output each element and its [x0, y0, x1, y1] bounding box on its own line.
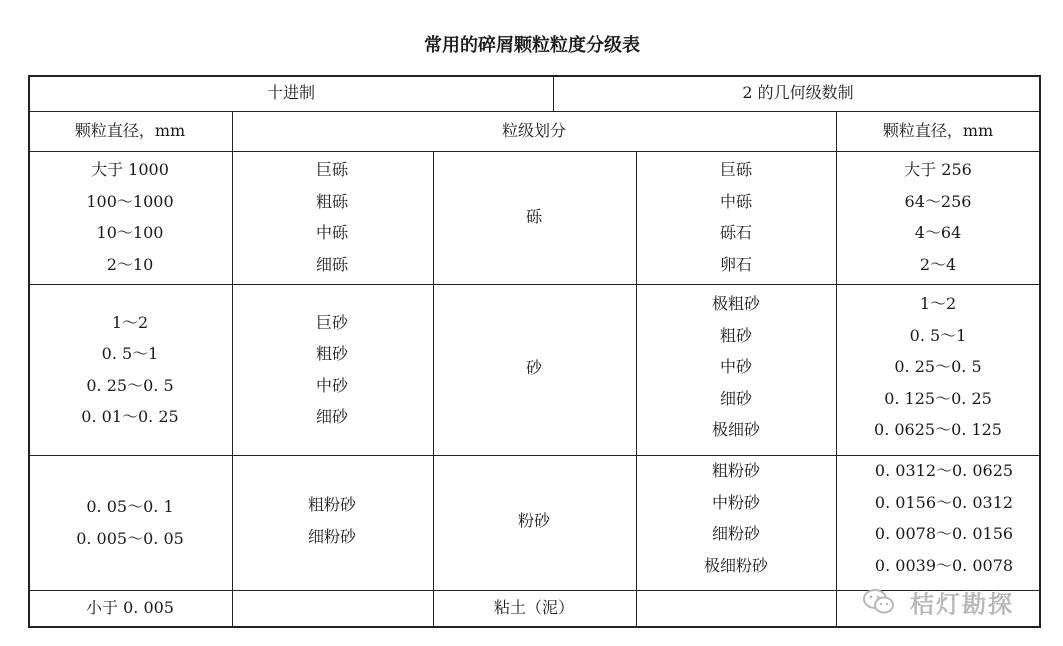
cell-geo-size: 0. 5～1: [909, 326, 967, 345]
cell-decimal-size: 0. 25～0. 5: [86, 376, 174, 395]
rule-group2: [28, 455, 1041, 456]
cell-geo-size: 0. 0312～0. 0625: [874, 461, 1014, 480]
cell-geo-size: 2～4: [919, 255, 957, 274]
cell-decimal-size: 2～10: [106, 255, 154, 274]
rule-col4: [836, 111, 837, 627]
cell-decimal-size: 0. 5～1: [101, 344, 159, 363]
cell-geo-name: 卵石: [719, 255, 753, 274]
cell-geo-name: 粗砂: [719, 326, 753, 345]
cell-group-name: 砂: [525, 358, 543, 377]
cell-geo-size: 大于 256: [904, 160, 972, 179]
cell-decimal-name: 粗砾: [315, 192, 349, 211]
cell-decimal-name: 中砂: [315, 376, 349, 395]
cell-geo-size: 0. 0078～0. 0156: [874, 524, 1014, 543]
cell-decimal-name: 中砾: [315, 223, 349, 242]
cell-geo-name: 粗粉砂: [711, 461, 761, 480]
header-geometric: 2 的几何级数制: [742, 83, 854, 102]
cell-geo-name: 中砂: [719, 357, 753, 376]
cell-decimal-size: 0. 005～0. 05: [76, 529, 184, 548]
cell-geo-size: 0. 0039～0. 0078: [874, 556, 1014, 575]
cell-decimal-size: 100～1000: [86, 192, 174, 211]
cell-geo-name: 中粉砂: [711, 493, 761, 512]
border-left: [28, 75, 30, 628]
rule-col2: [433, 151, 434, 627]
watermark-text: 桔灯勘探: [910, 590, 1014, 619]
header-decimal: 十进制: [266, 83, 316, 102]
cell-decimal-name: 细砂: [315, 407, 349, 426]
cell-clay-size: 小于 0. 005: [86, 598, 174, 617]
cell-geo-name: 极粗砂: [711, 294, 761, 313]
border-top: [28, 75, 1041, 77]
cell-decimal-name: 粗粉砂: [307, 495, 357, 514]
border-bottom: [28, 626, 1041, 628]
cell-group-name: 粉砂: [517, 511, 551, 530]
cell-geo-name: 细粉砂: [711, 524, 761, 543]
cell-decimal-name: 粗砂: [315, 344, 349, 363]
cell-decimal-name: 巨砾: [315, 160, 349, 179]
header-diameter-right: 颗粒直径，mm: [882, 121, 994, 140]
border-right: [1039, 75, 1041, 628]
cell-geo-size: 0. 0156～0. 0312: [874, 493, 1014, 512]
cell-decimal-name: 巨砂: [315, 313, 349, 332]
cell-geo-size: 1～2: [919, 294, 957, 313]
cell-decimal-size: 0. 01～0. 25: [81, 407, 179, 426]
cell-decimal-size: 10～100: [96, 223, 164, 242]
rule-header2: [28, 151, 1041, 152]
cell-geo-size: 0. 0625～0. 125: [874, 420, 1002, 439]
header-diameter-left: 颗粒直径，mm: [74, 121, 186, 140]
cell-group-name: 砾: [525, 207, 543, 226]
cell-decimal-name: 细砾: [315, 255, 349, 274]
header-grade: 粒级划分: [501, 121, 567, 140]
cell-geo-size: 0. 25～0. 5: [894, 357, 982, 376]
cell-geo-name: 砾石: [719, 223, 753, 242]
cell-geo-name: 极细粉砂: [703, 556, 769, 575]
cell-geo-size: 64～256: [904, 192, 972, 211]
rule-header1: [28, 111, 1041, 112]
rule-col1: [232, 111, 233, 627]
table-title: 常用的碎屑颗粒粒度分级表: [424, 35, 640, 56]
cell-geo-size: 4～64: [914, 223, 962, 242]
rule-col3: [636, 151, 637, 627]
cell-geo-name: 细砂: [719, 389, 753, 408]
wechat-icon: [862, 588, 896, 616]
cell-decimal-size: 0. 05～0. 1: [86, 497, 174, 516]
cell-geo-name: 极细砂: [711, 420, 761, 439]
cell-geo-name: 巨砾: [719, 160, 753, 179]
cell-decimal-size: 大于 1000: [91, 160, 169, 179]
cell-decimal-size: 1～2: [111, 313, 149, 332]
cell-geo-name: 中砾: [719, 192, 753, 211]
cell-clay-name: 粘土（泥）: [493, 598, 575, 617]
rule-group1: [28, 284, 1041, 285]
rule-system-divider: [553, 75, 554, 111]
cell-decimal-name: 细粉砂: [307, 527, 357, 546]
cell-geo-size: 0. 125～0. 25: [884, 389, 992, 408]
